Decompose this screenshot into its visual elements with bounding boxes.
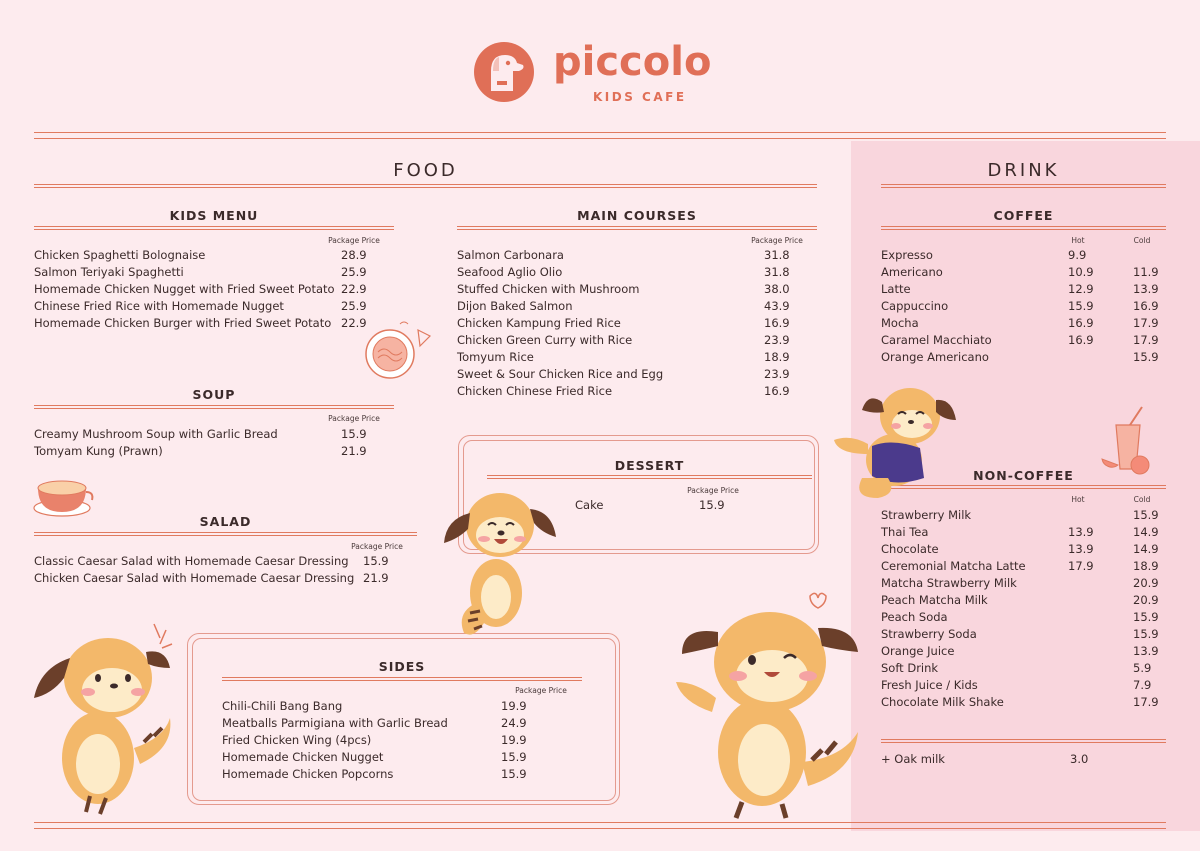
salad-title: SALAD	[199, 514, 252, 529]
dog-mascot-icon	[440, 485, 560, 640]
menu-item: Chicken Spaghetti Bolognaise 28.9	[34, 248, 367, 262]
dog-mascot-icon	[672, 592, 862, 822]
menu-item: Chicken Green Curry with Rice 23.9	[457, 333, 790, 347]
main-courses-title: MAIN COURSES	[577, 208, 697, 223]
brand-subtitle: KIDS CAFE	[593, 90, 687, 104]
dog-mascot-icon	[28, 618, 178, 818]
menu-item: Meatballs Parmigiana with Garlic Bread 24.9	[222, 716, 527, 730]
price-column-header: Package Price	[351, 542, 403, 551]
menu-item: Creamy Mushroom Soup with Garlic Bread 15.9	[34, 427, 367, 441]
bottom-rule	[34, 822, 1166, 823]
menu-item: Seafood Aglio Olio 31.8	[457, 265, 790, 279]
menu-item: Tomyum Rice 18.9	[457, 350, 790, 364]
hot-column-header: Hot	[1071, 495, 1085, 504]
menu-item: Homemade Chicken Nugget 15.9	[222, 750, 527, 764]
menu-item: Mocha 16.9 17.9	[881, 316, 1159, 330]
top-rule	[34, 132, 1166, 133]
menu-item: Fresh Juice / Kids 7.9	[881, 678, 1152, 692]
menu-item: Thai Tea 13.9 14.9	[881, 525, 1159, 539]
menu-item: Dijon Baked Salmon 43.9	[457, 299, 790, 313]
food-rule	[34, 184, 817, 185]
dog-logo-icon	[473, 41, 535, 103]
menu-item: Stuffed Chicken with Mushroom 38.0	[457, 282, 790, 296]
sides-title: SIDES	[378, 659, 426, 674]
menu-item: Orange Americano 15.9	[881, 350, 1159, 364]
menu-item: Homemade Chicken Popcorns 15.9	[222, 767, 527, 781]
menu-item: Chocolate 13.9 14.9	[881, 542, 1159, 556]
menu-item: Cake 15.9	[575, 498, 725, 512]
non-coffee-title: NON-COFFEE	[973, 468, 1074, 483]
hot-column-header: Hot	[1071, 236, 1085, 245]
menu-item: Chicken Kampung Fried Rice 16.9	[457, 316, 790, 330]
menu-item: Matcha Strawberry Milk 20.9	[881, 576, 1159, 590]
soup-bowl-icon	[32, 472, 96, 520]
price-column-header: Package Price	[515, 686, 567, 695]
food-title: FOOD	[393, 160, 458, 181]
menu-item: Homemade Chicken Burger with Fried Sweet Potato 22.9	[34, 316, 367, 330]
bottom-rule-2	[34, 828, 1166, 829]
menu-item: Salmon Teriyaki Spaghetti 25.9	[34, 265, 367, 279]
menu-item: Peach Soda 15.9	[881, 610, 1159, 624]
addon-rule	[881, 739, 1166, 740]
menu-item: Salmon Carbonara 31.8	[457, 248, 790, 262]
menu-item: Strawberry Milk 15.9	[881, 508, 1159, 522]
menu-item: Strawberry Soda 15.9	[881, 627, 1159, 641]
addon-item: + Oak milk 3.0	[881, 752, 1089, 766]
menu-item: Chicken Caesar Salad with Homemade Caesar Dressing 21.9	[34, 571, 389, 585]
menu-item: Orange Juice 13.9	[881, 644, 1159, 658]
price-column-header: Package Price	[328, 236, 380, 245]
menu-item: Caramel Macchiato 16.9 17.9	[881, 333, 1159, 347]
menu-item: Sweet & Sour Chicken Rice and Egg 23.9	[457, 367, 790, 381]
menu-item: Americano 10.9 11.9	[881, 265, 1159, 279]
menu-item: Chicken Chinese Fried Rice 16.9	[457, 384, 790, 398]
menu-item: Peach Matcha Milk 20.9	[881, 593, 1159, 607]
menu-item: Expresso 9.9	[881, 248, 1087, 262]
pasta-plate-icon	[360, 318, 434, 384]
menu-item: Homemade Chicken Nugget with Fried Sweet Potato 22.9	[34, 282, 367, 296]
menu-item: Ceremonial Matcha Latte 17.9 18.9	[881, 559, 1159, 573]
menu-item: Latte 12.9 13.9	[881, 282, 1159, 296]
coffee-title: COFFEE	[993, 208, 1054, 223]
cold-column-header: Cold	[1133, 495, 1151, 504]
dog-mascot-icon	[832, 382, 958, 502]
brand-logo	[473, 41, 733, 105]
menu-item: Chili-Chili Bang Bang 19.9	[222, 699, 527, 713]
dessert-title: DESSERT	[614, 458, 685, 473]
menu-item: Cappuccino 15.9 16.9	[881, 299, 1159, 313]
drink-rule	[881, 184, 1166, 185]
price-column-header: Package Price	[687, 486, 739, 495]
juice-glass-icon	[1100, 405, 1154, 477]
menu-item: Chocolate Milk Shake 17.9	[881, 695, 1159, 709]
top-rule-2	[34, 138, 1166, 139]
cold-column-header: Cold	[1133, 236, 1151, 245]
kids-menu-title: KIDS MENU	[169, 208, 259, 223]
soup-title: SOUP	[192, 387, 236, 402]
menu-item: Fried Chicken Wing (4pcs) 19.9	[222, 733, 527, 747]
menu-item: Tomyam Kung (Prawn) 21.9	[34, 444, 367, 458]
menu-item: Chinese Fried Rice with Homemade Nugget 25.9	[34, 299, 367, 313]
menu-item: Soft Drink 5.9	[881, 661, 1152, 675]
brand-name: piccolo	[553, 39, 712, 85]
price-column-header: Package Price	[751, 236, 803, 245]
price-column-header: Package Price	[328, 414, 380, 423]
drink-title: DRINK	[987, 160, 1060, 181]
menu-item: Classic Caesar Salad with Homemade Caesar Dressing 15.9	[34, 554, 389, 568]
